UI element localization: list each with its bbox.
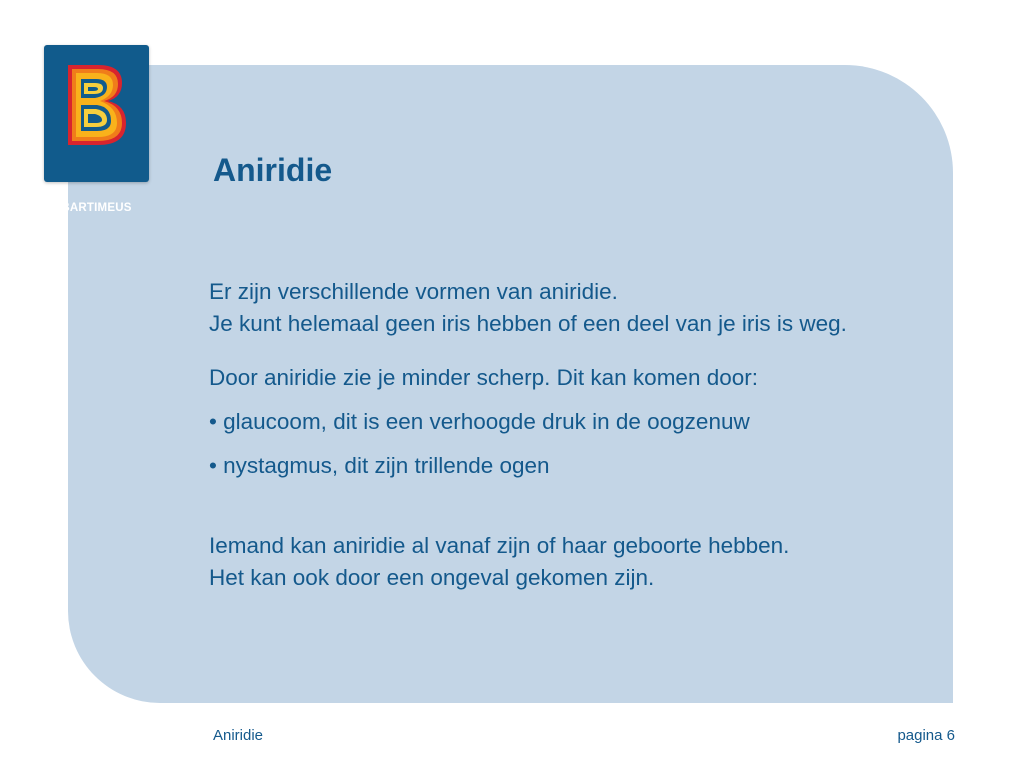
paragraph-onset	[209, 530, 929, 594]
bullet-item: • nystagmus, dit zijn trillende ogen	[209, 453, 550, 478]
slide-title: Aniridie	[213, 152, 333, 188]
paragraph-cause: Door aniridie zie je minder scherp. Dit kan komen door:	[209, 365, 758, 390]
page-number: pagina 6	[897, 727, 955, 744]
bartimeus-b-logo-icon	[62, 61, 130, 149]
paragraph-line: Iemand kan aniridie al vanaf zijn of haar geboorte hebben.	[209, 533, 790, 558]
paragraph-line: Het kan ook door een ongeval gekomen zijn.	[209, 565, 655, 590]
paragraph-line: Je kunt helemaal geen iris hebben of een deel van je iris is weg.	[209, 311, 847, 336]
paragraph-intro	[209, 276, 929, 340]
bartimeus-logo	[44, 45, 149, 214]
paragraph-line: Er zijn verschillende vormen van aniridie.	[209, 279, 618, 304]
logo-wordmark: BARTIMEUS	[61, 202, 132, 214]
slide-body	[209, 276, 929, 594]
bullet-item: • glaucoom, dit is een verhoogde druk in de oogzenuw	[209, 409, 750, 434]
footer-title: Aniridie	[213, 727, 264, 744]
